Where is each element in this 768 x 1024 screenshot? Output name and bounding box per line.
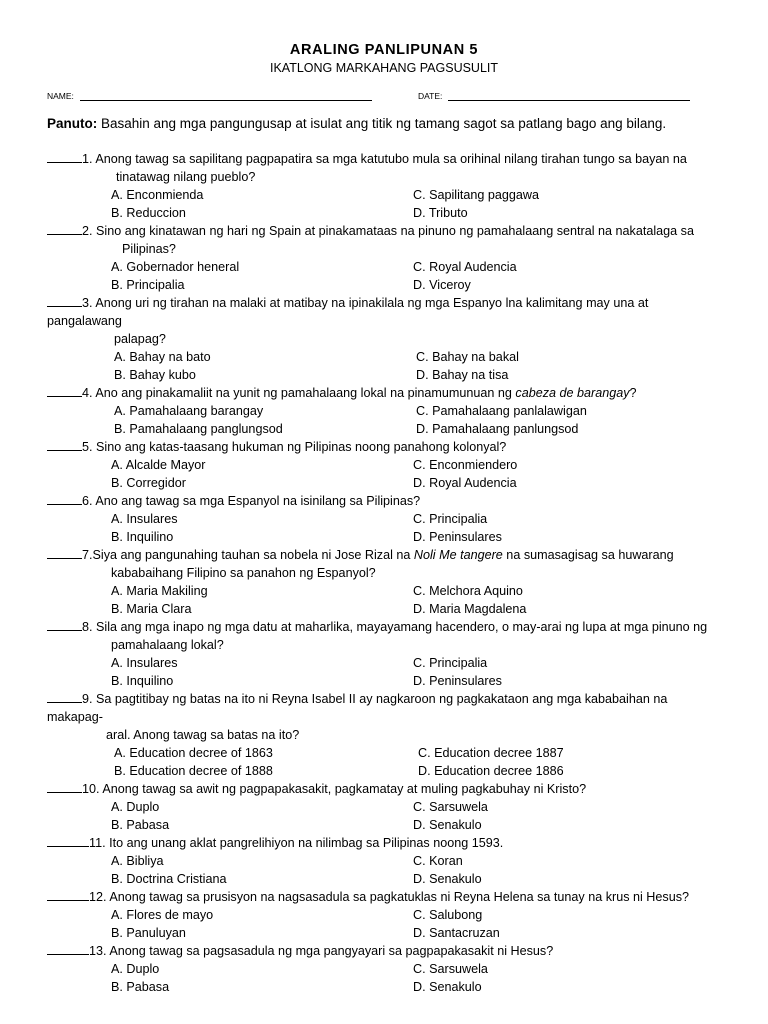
question-text: Anong uri ng tirahan na malaki at matibay na ipinakilala ng mga Espanyo lna kalimitang may una at bbox=[92, 296, 649, 310]
question-text-continued-2: aral. Anong tawag sa batas na ito? bbox=[106, 728, 300, 742]
question-text-italic: cabeza de barangay bbox=[515, 386, 630, 400]
question-number: 11. bbox=[89, 836, 106, 850]
choice-d: D. Senakulo bbox=[413, 872, 482, 886]
question-9 bbox=[0, 690, 768, 780]
answer-blank[interactable] bbox=[47, 618, 82, 631]
choice-c: C. Sarsuwela bbox=[413, 800, 488, 814]
answer-blank[interactable] bbox=[47, 492, 82, 505]
choice-a: A. Duplo bbox=[111, 962, 160, 976]
choice-c: C. Pamahalaang panlalawigan bbox=[416, 404, 587, 418]
choice-c: C. Principalia bbox=[413, 512, 488, 526]
choice-d: D. Education decree 1886 bbox=[418, 764, 564, 778]
question-text: Anong tawag sa prusisyon na nagsasadula sa pagkatuklas ni Reyna Helena sa tunay na krus ni Hesus? bbox=[106, 890, 689, 904]
question-number: 2. bbox=[82, 224, 93, 238]
choice-c: C. Bahay na bakal bbox=[416, 350, 519, 364]
choice-a: A. Alcalde Mayor bbox=[111, 458, 206, 472]
page-subtitle: IKATLONG MARKAHANG PAGSUSULIT bbox=[269, 61, 499, 75]
question-3 bbox=[0, 294, 768, 384]
choice-d: D. Peninsulares bbox=[413, 530, 502, 544]
choice-c: C. Koran bbox=[413, 854, 463, 868]
choice-b: B. Reduccion bbox=[111, 206, 186, 220]
choice-c: C. Royal Audencia bbox=[413, 260, 517, 274]
instructions-label: Panuto: bbox=[47, 116, 98, 131]
choice-b: B. Education decree of 1888 bbox=[114, 764, 273, 778]
question-6 bbox=[0, 492, 768, 546]
date-label: DATE: bbox=[418, 91, 443, 101]
choice-a: A. Duplo bbox=[111, 800, 160, 814]
question-number: 8. bbox=[82, 620, 93, 634]
question-number: 9. bbox=[82, 692, 93, 706]
question-number: 1. bbox=[82, 152, 93, 166]
choice-d: D. Senakulo bbox=[413, 980, 482, 994]
choice-c: C. Sapilitang paggawa bbox=[413, 188, 540, 202]
answer-blank[interactable] bbox=[47, 780, 82, 793]
choice-b: B. Panuluyan bbox=[111, 926, 186, 940]
question-2 bbox=[0, 222, 768, 294]
choice-a: A. Bibliya bbox=[111, 854, 164, 868]
answer-blank[interactable] bbox=[47, 690, 82, 703]
answer-blank[interactable] bbox=[47, 222, 82, 235]
choices bbox=[0, 510, 768, 546]
question-text-continued: pangalawang bbox=[47, 314, 122, 328]
answer-blank[interactable] bbox=[47, 942, 89, 955]
choice-d: D. Royal Audencia bbox=[413, 476, 517, 490]
question-text-continued: pamahalaang lokal? bbox=[111, 638, 224, 652]
answer-blank[interactable] bbox=[47, 384, 82, 397]
question-text: Ano ang tawag sa mga Espanyol na isinilang sa Pilipinas? bbox=[92, 494, 421, 508]
choices bbox=[0, 654, 768, 690]
choice-d: D. Viceroy bbox=[413, 278, 471, 292]
answer-blank[interactable] bbox=[47, 546, 82, 559]
question-8 bbox=[0, 618, 768, 690]
answer-blank[interactable] bbox=[47, 834, 89, 847]
question-number: 13. bbox=[89, 944, 107, 958]
choice-d: D. Peninsulares bbox=[413, 674, 502, 688]
question-text-end: na sumasagisag sa huwarang bbox=[502, 548, 674, 562]
choice-a: A. Maria Makiling bbox=[111, 584, 208, 598]
question-text: Anong tawag sa pagsasadula ng mga pangyayari sa pagpapakasakit ni Hesus? bbox=[106, 944, 554, 958]
question-list bbox=[0, 150, 768, 996]
question-5 bbox=[0, 438, 768, 492]
question-10 bbox=[0, 780, 768, 834]
answer-blank[interactable] bbox=[47, 888, 89, 901]
choices bbox=[0, 798, 768, 834]
choice-d: D. Tributo bbox=[413, 206, 468, 220]
page-title: ARALING PANLIPUNAN 5 bbox=[289, 42, 479, 58]
answer-blank[interactable] bbox=[47, 150, 82, 163]
choice-d: D. Senakulo bbox=[413, 818, 482, 832]
choice-a: A. Enconmienda bbox=[111, 188, 204, 202]
question-text: Sa pagtitibay ng batas na ito ni Reyna Isabel II ay nagkaroon ng pagkakataon ang mga kababaihan na bbox=[92, 692, 668, 706]
question-number: 5. bbox=[82, 440, 93, 454]
question-text-continued: kababaihang Filipino sa panahon ng Espanyol? bbox=[111, 566, 376, 580]
question-text: Anong tawag sa awit ng pagpapakasakit, pagkamatay at muling pagkabuhay ni Kristo? bbox=[99, 782, 587, 796]
date-field bbox=[418, 90, 690, 101]
question-text: Sino ang katas-taasang hukuman ng Pilipinas noong panahong kolonyal? bbox=[92, 440, 507, 454]
choices bbox=[0, 744, 768, 780]
choices bbox=[0, 402, 768, 438]
choices bbox=[0, 582, 768, 618]
choice-a: A. Pamahalaang barangay bbox=[114, 404, 264, 418]
question-4 bbox=[0, 384, 768, 438]
question-number: 4. bbox=[82, 386, 93, 400]
choices bbox=[0, 456, 768, 492]
question-text: Sila ang mga inapo ng mga datu at maharlika, mayayamang hacendero, o may-arai ng lupa at mga pinuno ng bbox=[92, 620, 708, 634]
name-label: NAME: bbox=[47, 91, 74, 101]
instructions-text: Basahin ang mga pangungusap at isulat ang titik ng tamang sagot sa patlang bago ang bilang. bbox=[97, 116, 667, 131]
choice-b: B. Principalia bbox=[111, 278, 185, 292]
choice-b: B. Maria Clara bbox=[111, 602, 192, 616]
choice-c: C. Education decree 1887 bbox=[418, 746, 564, 760]
question-number: 6. bbox=[82, 494, 93, 508]
choice-b: B. Pamahalaang panglungsod bbox=[114, 422, 283, 436]
choice-d: D. Bahay na tisa bbox=[416, 368, 509, 382]
question-text: Sino ang kinatawan ng hari ng Spain at pinakamataas na pinuno ng pamahalaang sentral na nakatalaga sa bbox=[92, 224, 694, 238]
choice-a: A. Gobernador heneral bbox=[111, 260, 240, 274]
answer-blank[interactable] bbox=[47, 294, 82, 307]
choice-b: B. Pabasa bbox=[111, 980, 170, 994]
choice-a: A. Insulares bbox=[111, 656, 178, 670]
choice-b: B. Inquilino bbox=[111, 674, 174, 688]
instructions bbox=[47, 116, 737, 131]
question-text-continued: tinatawag nilang pueblo? bbox=[116, 170, 256, 184]
choice-c: C. Melchora Aquino bbox=[413, 584, 523, 598]
question-text-italic: Noli Me tangere bbox=[413, 548, 503, 562]
choice-b: B. Doctrina Cristiana bbox=[111, 872, 227, 886]
choices bbox=[0, 852, 768, 888]
choice-b: B. Inquilino bbox=[111, 530, 174, 544]
question-1 bbox=[0, 150, 768, 222]
choice-c: C. Principalia bbox=[413, 656, 488, 670]
question-text: Anong tawag sa sapilitang pagpapatira sa mga katutubo mula sa orihinal nilang tirahan tungo sa bayan na bbox=[92, 152, 687, 166]
choice-d: D. Santacruzan bbox=[413, 926, 500, 940]
date-blank-line[interactable] bbox=[448, 90, 690, 101]
choice-a: A. Bahay na bato bbox=[114, 350, 211, 364]
question-text: Ito ang unang aklat pangrelihiyon na nilimbag sa Pilipinas noong 1593. bbox=[105, 836, 504, 850]
choices bbox=[0, 348, 768, 384]
question-text-continued: makapag- bbox=[47, 710, 104, 724]
question-7 bbox=[0, 546, 768, 618]
answer-blank[interactable] bbox=[47, 438, 82, 451]
question-text: Ano ang pinakamaliit na yunit ng pamahalaang lokal na pinamumunuan ng bbox=[92, 386, 516, 400]
choice-a: A. Insulares bbox=[111, 512, 178, 526]
choice-b: B. Pabasa bbox=[111, 818, 170, 832]
choice-c: C. Salubong bbox=[413, 908, 483, 922]
question-13 bbox=[0, 942, 768, 996]
choice-a: A. Flores de mayo bbox=[111, 908, 214, 922]
choices bbox=[0, 906, 768, 942]
choice-d: D. Pamahalaang panlungsod bbox=[416, 422, 579, 436]
choice-b: B. Bahay kubo bbox=[114, 368, 196, 382]
choice-c: C. Sarsuwela bbox=[413, 962, 488, 976]
name-blank-line[interactable] bbox=[80, 90, 372, 101]
choice-d: D. Maria Magdalena bbox=[413, 602, 527, 616]
choice-c: C. Enconmiendero bbox=[413, 458, 518, 472]
name-field bbox=[47, 90, 372, 101]
question-text-continued-2: palapag? bbox=[114, 332, 166, 346]
question-number: 3. bbox=[82, 296, 93, 310]
question-11 bbox=[0, 834, 768, 888]
question-number: 12. bbox=[89, 890, 107, 904]
question-text-end: ? bbox=[629, 386, 637, 400]
choices bbox=[0, 186, 768, 222]
question-12 bbox=[0, 888, 768, 942]
question-text-continued: Pilipinas? bbox=[122, 242, 176, 256]
question-number: 10. bbox=[82, 782, 100, 796]
choices bbox=[0, 258, 768, 294]
choices bbox=[0, 960, 768, 996]
question-number: 7. bbox=[82, 548, 93, 562]
choice-a: A. Education decree of 1863 bbox=[114, 746, 273, 760]
choice-b: B. Corregidor bbox=[111, 476, 186, 490]
question-text: Siya ang pangunahing tauhan sa nobela ni Jose Rizal na bbox=[92, 548, 414, 562]
